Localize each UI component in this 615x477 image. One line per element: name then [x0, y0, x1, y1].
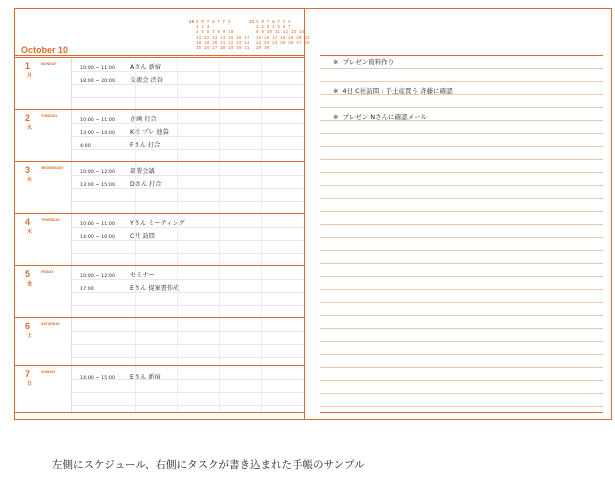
schedule-guide-line — [71, 71, 304, 72]
day-kanji: 火 — [27, 125, 33, 131]
mini-calendar-week: 29 30 — [256, 46, 270, 52]
task-bullet: ※ — [333, 87, 339, 95]
schedule-guide-column — [219, 366, 220, 413]
task-ruled-line — [320, 185, 603, 186]
mini-calendar-november — [249, 20, 310, 52]
task-item — [333, 112, 427, 121]
task-ruled-line — [320, 237, 603, 238]
mini-calendar-october — [189, 20, 250, 52]
task-bullet: ※ — [333, 113, 339, 121]
task-ruled-line — [320, 250, 603, 251]
schedule-entry — [80, 166, 155, 175]
task-ruled-line — [320, 328, 603, 329]
schedule-guide-line — [71, 227, 304, 228]
schedule-guide-column — [219, 214, 220, 265]
task-ruled-line — [320, 289, 603, 290]
schedule-guide-column — [135, 318, 136, 367]
schedule-guide-column — [135, 162, 136, 213]
task-ruled-line — [320, 224, 603, 225]
mini-calendar-header: S M T W T F S — [196, 20, 231, 25]
day-kanji: 月 — [27, 73, 33, 79]
entry-text: C社 訪問 — [130, 233, 155, 240]
schedule-entry — [80, 283, 179, 292]
mini-calendar-week: 22 23 24 25 26 27 28 — [256, 40, 310, 46]
day-kanji: 水 — [27, 177, 33, 183]
schedule-guide-line — [71, 97, 304, 98]
schedule-guide-column — [177, 214, 178, 265]
entry-time: 10:00 ~ 12:00 — [80, 274, 116, 279]
task-ruled-line — [320, 276, 603, 277]
schedule-guide-column — [261, 366, 262, 413]
schedule-guide-line — [71, 201, 304, 202]
day-number: 5 — [25, 269, 31, 279]
schedule-entry — [80, 140, 160, 149]
mini-calendar-week: 15 16 17 18 19 20 21 — [256, 35, 310, 41]
schedule-guide-line — [71, 123, 304, 124]
entry-time: 10:00 ~ 11:00 — [80, 222, 116, 227]
mini-calendar-week: 1 2 3 4 5 6 7 — [256, 25, 291, 31]
entry-time: 17:00 — [80, 287, 94, 292]
schedule-guide-column — [261, 58, 262, 109]
task-ruled-line — [320, 302, 603, 303]
entry-text: Eさん 提案書作成 — [130, 285, 180, 292]
schedule-entry — [80, 62, 161, 71]
mini-calendar-month-number: 11 — [249, 20, 255, 25]
planner-spread — [14, 8, 612, 420]
schedule-guide-line — [71, 305, 304, 306]
schedule-guide-line — [71, 344, 304, 345]
schedule-guide-column — [135, 266, 136, 317]
caption: 左側にスケジュール、右側にタスクが書き込まれた手帳のサンプル — [52, 459, 365, 471]
task-ruled-line — [320, 354, 603, 355]
schedule-entry — [80, 75, 163, 84]
schedule-guide-column — [177, 162, 178, 213]
task-ruled-line — [320, 367, 603, 368]
task-item — [333, 57, 394, 66]
day-kanji: 土 — [27, 333, 33, 339]
entry-time: 4:00 — [80, 144, 91, 149]
task-text: 4日 C社訪問 : 手土産買う 斉藤に確認 — [342, 87, 453, 95]
task-page-bottom-rule — [320, 412, 603, 413]
schedule-guide-line — [71, 253, 304, 254]
schedule-guide-line — [71, 240, 304, 241]
entry-text: Eさん 新宿 — [130, 374, 161, 381]
entry-text: Yさん ミーティング — [130, 220, 185, 227]
entry-time: 14:00 ~ 15:00 — [80, 376, 116, 381]
day-number: 4 — [25, 217, 31, 227]
schedule-guide-column — [135, 366, 136, 413]
bottom-rule — [15, 412, 304, 413]
entry-time: 10:00 ~ 11:00 — [80, 118, 116, 123]
mini-calendar-week: 1 2 3 — [196, 25, 210, 31]
task-ruled-line — [320, 380, 603, 381]
task-ruled-line — [320, 341, 603, 342]
entry-time: 18:00 ~ 20:00 — [80, 79, 116, 84]
weekday-name: WEDNESDAY — [41, 166, 64, 170]
task-bullet: ※ — [333, 58, 339, 66]
task-ruled-line — [320, 393, 603, 394]
task-ruled-line — [320, 211, 603, 212]
schedule-entry — [80, 270, 155, 279]
task-ruled-line — [320, 81, 603, 82]
mini-calendar-week: 4 5 6 7 8 9 10 — [196, 30, 234, 36]
day-row-7 — [15, 365, 304, 413]
weekday-name: SATURDAY — [41, 322, 60, 326]
schedule-entry — [80, 127, 169, 136]
schedule-guide-line — [71, 292, 304, 293]
task-ruled-line — [320, 107, 603, 108]
schedule-guide-line — [71, 136, 304, 137]
schedule-guide-column — [219, 110, 220, 161]
entry-text: 交流会 渋谷 — [130, 77, 163, 84]
mini-calendar-header: S M T W T F S — [256, 20, 291, 25]
task-ruled-line — [320, 133, 603, 134]
entry-time: 10:00 ~ 12:00 — [80, 170, 116, 175]
schedule-guide-column — [177, 58, 178, 109]
entry-text: Dさん 打合 — [130, 181, 162, 188]
schedule-guide-column — [261, 162, 262, 213]
task-ruled-line — [320, 198, 603, 199]
schedule-guide-line — [71, 379, 304, 380]
weekday-name: SUNDAY — [41, 370, 56, 374]
day-number: 6 — [25, 321, 31, 331]
day-number: 7 — [25, 369, 31, 379]
entry-time: 14:00 ~ 16:00 — [80, 235, 116, 240]
schedule-guide-line — [71, 331, 304, 332]
schedule-entry — [80, 231, 155, 240]
entry-text: 部署会議 — [130, 168, 155, 175]
task-ruled-line — [320, 68, 603, 69]
header-rule — [15, 55, 304, 56]
task-page-top-rule — [320, 55, 603, 56]
day-kanji: 木 — [27, 229, 33, 235]
day-number: 2 — [25, 113, 31, 123]
day-kanji: 金 — [27, 281, 33, 287]
task-ruled-line — [320, 315, 603, 316]
weekday-name: TUESDAY — [41, 114, 58, 118]
entry-time: 10:00 ~ 11:00 — [80, 66, 116, 71]
entry-text: Fさん 打合 — [130, 142, 161, 149]
schedule-guide-column — [219, 266, 220, 317]
schedule-guide-line — [71, 357, 304, 358]
entry-time: 13:00 ~ 14:00 — [80, 131, 116, 136]
task-ruled-line — [320, 263, 603, 264]
mini-calendar-week: 11 12 13 14 15 16 17 — [196, 35, 250, 41]
schedule-guide-line — [71, 405, 304, 406]
task-ruled-line — [320, 172, 603, 173]
schedule-guide-column — [135, 214, 136, 265]
schedule-guide-column — [261, 214, 262, 265]
month-title: October 10 — [21, 45, 69, 55]
day-row-3 — [15, 161, 304, 213]
page-divider — [304, 9, 305, 419]
task-ruled-line — [320, 146, 603, 147]
entry-text: セミナー — [130, 272, 155, 279]
task-text: プレゼン資料作り — [342, 58, 395, 66]
schedule-guide-column — [219, 58, 220, 109]
weekday-name: THURSDAY — [41, 218, 61, 222]
schedule-guide-column — [177, 110, 178, 161]
schedule-entry — [80, 179, 161, 188]
schedule-entry — [80, 218, 185, 227]
schedule-guide-column — [177, 366, 178, 413]
schedule-guide-line — [71, 279, 304, 280]
mini-calendar-week: 8 9 10 11 12 13 14 — [256, 30, 305, 36]
schedule-guide-column — [177, 318, 178, 367]
day-number: 3 — [25, 165, 31, 175]
schedule-guide-column — [177, 266, 178, 317]
schedule-guide-column — [261, 318, 262, 367]
schedule-guide-column — [261, 266, 262, 317]
schedule-guide-column — [135, 58, 136, 109]
mini-calendar-week: 18 19 20 21 22 23 24 — [196, 40, 250, 46]
schedule-guide-column — [219, 318, 220, 367]
entry-text: Aさん 新宿 — [130, 64, 161, 71]
task-item — [333, 86, 453, 95]
task-ruled-line — [320, 159, 603, 160]
task-ruled-line — [320, 406, 603, 407]
time-column-rule — [71, 318, 72, 367]
schedule-entry — [80, 114, 157, 123]
day-row-4 — [15, 213, 304, 265]
entry-time: 13:00 ~ 15:00 — [80, 183, 116, 188]
day-kanji: 日 — [27, 381, 33, 387]
day-row-5 — [15, 265, 304, 317]
entry-text: K社 プレ 池袋 — [130, 129, 169, 136]
task-text: プレゼン Nさんに確認メール — [342, 113, 427, 121]
schedule-guide-line — [71, 84, 304, 85]
mini-calendar-week: 25 26 27 28 29 30 31 — [196, 46, 250, 52]
day-row-2 — [15, 109, 304, 161]
schedule-guide-line — [71, 149, 304, 150]
weekday-name: MONDAY — [41, 62, 57, 66]
mini-calendar-month-number: 10 — [189, 20, 195, 25]
schedule-guide-column — [135, 110, 136, 161]
day-number: 1 — [25, 61, 31, 71]
schedule-guide-line — [71, 175, 304, 176]
entry-text: 企画 打合 — [130, 116, 157, 123]
day-row-6 — [15, 317, 304, 367]
schedule-guide-column — [219, 162, 220, 213]
day-row-1 — [15, 57, 304, 109]
schedule-guide-column — [261, 110, 262, 161]
schedule-guide-line — [71, 392, 304, 393]
schedule-guide-line — [71, 188, 304, 189]
weekday-name: FRIDAY — [41, 270, 54, 274]
